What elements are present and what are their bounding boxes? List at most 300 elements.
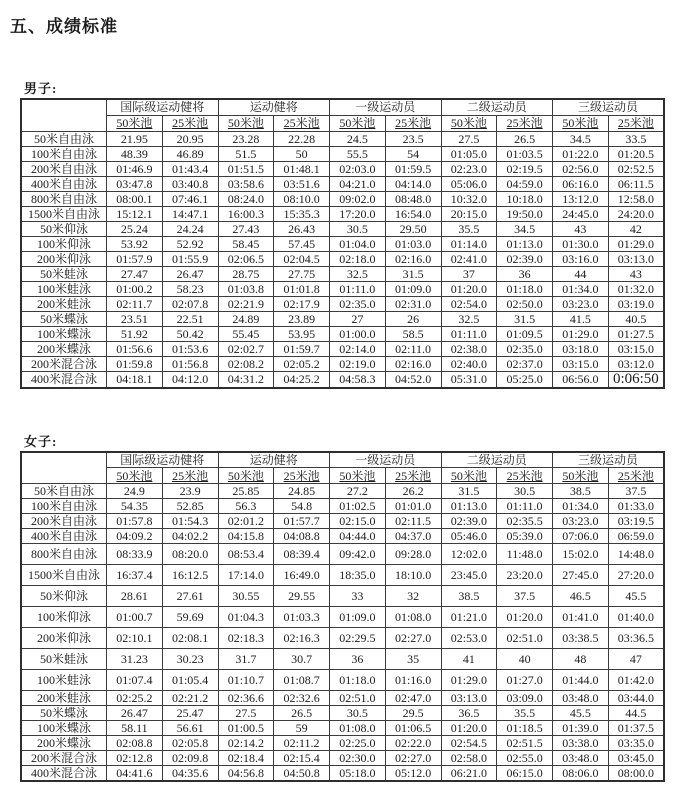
time-value-cell: 02:25.0	[330, 736, 386, 751]
event-name-cell: 100米自由泳	[21, 146, 107, 161]
time-value-cell: 14:48.0	[608, 544, 664, 565]
event-row	[21, 766, 664, 782]
time-value-cell: 01:06.5	[385, 721, 441, 736]
time-value-cell: 52.85	[162, 499, 218, 514]
time-value-cell: 27.5	[441, 131, 497, 146]
event-name-cell: 1500米自由泳	[21, 206, 107, 221]
time-value-cell: 31.23	[107, 649, 163, 670]
time-value-cell: 02:11.2	[274, 736, 330, 751]
time-value-cell: 01:55.9	[162, 251, 218, 266]
time-value-cell: 33.5	[608, 131, 664, 146]
time-value-cell: 01:54.3	[162, 514, 218, 529]
women-section	[0, 431, 674, 783]
time-value-cell: 36.5	[441, 706, 497, 721]
time-value-cell: 06:56.0	[553, 371, 609, 388]
time-value-cell: 02:14.0	[330, 341, 386, 356]
time-value-cell: 01:04.0	[330, 236, 386, 251]
level-header-cell: 二级运动员	[441, 99, 553, 115]
event-name-cell: 100米自由泳	[21, 499, 107, 514]
time-value-cell: 26	[385, 311, 441, 326]
time-value-cell: 01:00.5	[218, 721, 274, 736]
time-value-cell: 51.5	[218, 146, 274, 161]
time-value-cell: 23.51	[107, 311, 163, 326]
time-value-cell: 02:04.5	[274, 251, 330, 266]
event-row	[21, 296, 664, 311]
time-value-cell: 29.55	[274, 586, 330, 607]
time-value-cell: 01:03.0	[385, 236, 441, 251]
time-value-cell: 01:41.0	[553, 607, 609, 628]
time-value-cell: 02:52.5	[608, 161, 664, 176]
time-value-cell: 01:34.0	[553, 281, 609, 296]
time-value-cell: 01:40.0	[608, 607, 664, 628]
event-name-cell: 200米仰泳	[21, 251, 107, 266]
time-value-cell: 56.61	[162, 721, 218, 736]
time-value-cell: 35	[385, 649, 441, 670]
time-value-cell: 02:27.0	[385, 751, 441, 766]
level-header-cell: 二级运动员	[441, 452, 553, 468]
time-value-cell: 09:28.0	[385, 544, 441, 565]
time-value-cell: 14:47.1	[162, 206, 218, 221]
time-value-cell: 02:11.7	[107, 296, 163, 311]
time-value-cell: 01:29.0	[441, 670, 497, 691]
time-value-cell: 01:14.0	[441, 236, 497, 251]
time-value-cell: 02:08.2	[218, 356, 274, 371]
pool-header-cell: 25米池	[608, 468, 664, 484]
men-section	[0, 78, 674, 389]
time-value-cell: 02:32.6	[274, 691, 330, 706]
event-row	[21, 706, 664, 721]
time-value-cell: 30.55	[218, 586, 274, 607]
time-value-cell: 55.5	[330, 146, 386, 161]
pool-header-cell: 50米池	[441, 468, 497, 484]
men-standards-table	[20, 98, 665, 389]
time-value-cell: 56.3	[218, 499, 274, 514]
time-value-cell: 04:18.1	[107, 371, 163, 388]
time-value-cell: 41.5	[553, 311, 609, 326]
event-row	[21, 176, 664, 191]
time-value-cell: 02:16.0	[385, 251, 441, 266]
time-value-cell: 01:00.0	[330, 326, 386, 341]
time-value-cell: 02:53.0	[441, 628, 497, 649]
time-value-cell: 50	[274, 146, 330, 161]
time-value-cell: 02:12.8	[107, 751, 163, 766]
time-value-cell: 04:15.8	[218, 529, 274, 544]
time-value-cell: 05:25.0	[497, 371, 553, 388]
time-value-cell: 23:45.0	[441, 565, 497, 586]
time-value-cell: 06:21.0	[441, 766, 497, 782]
time-value-cell: 02:18.0	[330, 251, 386, 266]
pool-header-cell: 25米池	[274, 468, 330, 484]
time-value-cell: 01:00.7	[107, 607, 163, 628]
time-value-cell: 02:31.0	[385, 296, 441, 311]
event-row	[21, 736, 664, 751]
time-value-cell: 01:09.0	[330, 607, 386, 628]
time-value-cell: 01:59.7	[274, 341, 330, 356]
time-value-cell: 30.23	[162, 649, 218, 670]
time-value-cell: 19:50.0	[497, 206, 553, 221]
event-name-cell: 200米自由泳	[21, 161, 107, 176]
event-name-cell: 1500米自由泳	[21, 565, 107, 586]
event-row	[21, 341, 664, 356]
time-value-cell: 0:06:50	[608, 371, 664, 388]
time-value-cell: 01:01.8	[274, 281, 330, 296]
time-value-cell: 01:30.0	[553, 236, 609, 251]
time-value-cell: 04:56.8	[218, 766, 274, 782]
event-name-cell: 100米仰泳	[21, 236, 107, 251]
time-value-cell: 04:59.0	[497, 176, 553, 191]
event-name-cell: 50米蝶泳	[21, 706, 107, 721]
time-value-cell: 01:16.0	[385, 670, 441, 691]
event-name-cell: 100米蝶泳	[21, 326, 107, 341]
time-value-cell: 16:12.5	[162, 565, 218, 586]
event-name-cell: 100米蛙泳	[21, 281, 107, 296]
time-value-cell: 01:13.0	[441, 499, 497, 514]
event-name-cell: 50米蛙泳	[21, 649, 107, 670]
time-value-cell: 02:56.0	[553, 161, 609, 176]
time-value-cell: 03:18.0	[553, 341, 609, 356]
time-value-cell: 44.5	[608, 706, 664, 721]
time-value-cell: 01:46.9	[107, 161, 163, 176]
event-name-cell: 200米仰泳	[21, 628, 107, 649]
time-value-cell: 04:58.3	[330, 371, 386, 388]
time-value-cell: 31.7	[218, 649, 274, 670]
pool-header-cell: 25米池	[162, 468, 218, 484]
time-value-cell: 02:51.5	[497, 736, 553, 751]
time-value-cell: 36	[330, 649, 386, 670]
time-value-cell: 03:35.0	[608, 736, 664, 751]
event-row	[21, 751, 664, 766]
time-value-cell: 16:00.3	[218, 206, 274, 221]
time-value-cell: 47	[608, 649, 664, 670]
time-value-cell: 23:20.0	[497, 565, 553, 586]
time-value-cell: 01:03.3	[274, 607, 330, 628]
time-value-cell: 28.75	[218, 266, 274, 281]
time-value-cell: 27:20.0	[608, 565, 664, 586]
time-value-cell: 23.5	[385, 131, 441, 146]
pool-header-cell: 50米池	[218, 468, 274, 484]
time-value-cell: 02:40.0	[441, 356, 497, 371]
event-name-cell: 400米自由泳	[21, 176, 107, 191]
time-value-cell: 48.39	[107, 146, 163, 161]
time-value-cell: 02:07.8	[162, 296, 218, 311]
time-value-cell: 02:35.0	[330, 296, 386, 311]
time-value-cell: 31.5	[497, 311, 553, 326]
time-value-cell: 30.5	[330, 221, 386, 236]
time-value-cell: 38.5	[441, 586, 497, 607]
time-value-cell: 02:11.5	[385, 514, 441, 529]
time-value-cell: 02:55.0	[497, 751, 553, 766]
time-value-cell: 03:44.0	[608, 691, 664, 706]
time-value-cell: 03:40.8	[162, 176, 218, 191]
time-value-cell: 03:19.0	[608, 296, 664, 311]
event-name-cell: 50米仰泳	[21, 221, 107, 236]
time-value-cell: 43	[608, 266, 664, 281]
pool-header-cell: 50米池	[218, 115, 274, 131]
pool-header-cell: 25米池	[274, 115, 330, 131]
time-value-cell: 01:53.6	[162, 341, 218, 356]
event-name-cell: 400米混合泳	[21, 371, 107, 388]
pool-header-cell: 25米池	[162, 115, 218, 131]
time-value-cell: 04:52.0	[385, 371, 441, 388]
time-value-cell: 08:24.0	[218, 191, 274, 206]
time-value-cell: 02:09.8	[162, 751, 218, 766]
time-value-cell: 35.5	[497, 706, 553, 721]
event-row	[21, 628, 664, 649]
time-value-cell: 01:08.0	[330, 721, 386, 736]
time-value-cell: 26.47	[107, 706, 163, 721]
men-table-header	[21, 99, 664, 131]
time-value-cell: 02:19.0	[330, 356, 386, 371]
time-value-cell: 08:20.0	[162, 544, 218, 565]
level-header-cell: 三级运动员	[553, 452, 665, 468]
time-value-cell: 03:13.0	[608, 251, 664, 266]
event-name-cell: 50米蛙泳	[21, 266, 107, 281]
time-value-cell: 01:00.2	[107, 281, 163, 296]
event-name-cell: 50米自由泳	[21, 131, 107, 146]
event-row	[21, 721, 664, 736]
pool-header-cell: 25米池	[385, 468, 441, 484]
time-value-cell: 15:12.1	[107, 206, 163, 221]
time-value-cell: 02:17.9	[274, 296, 330, 311]
level-header-cell: 国际级运动健将	[107, 452, 219, 468]
time-value-cell: 02:11.0	[385, 341, 441, 356]
event-name-cell: 200米混合泳	[21, 356, 107, 371]
time-value-cell: 55.45	[218, 326, 274, 341]
time-value-cell: 27.47	[107, 266, 163, 281]
time-value-cell: 07:06.0	[553, 529, 609, 544]
time-value-cell: 45.5	[553, 706, 609, 721]
time-value-cell: 03:48.0	[553, 691, 609, 706]
time-value-cell: 01:51.5	[218, 161, 274, 176]
time-value-cell: 24:20.0	[608, 206, 664, 221]
time-value-cell: 01:37.5	[608, 721, 664, 736]
time-value-cell: 02:05.8	[162, 736, 218, 751]
time-value-cell: 29.50	[385, 221, 441, 236]
event-row	[21, 311, 664, 326]
level-header-cell: 运动健将	[218, 452, 330, 468]
time-value-cell: 09:42.0	[330, 544, 386, 565]
time-value-cell: 01:02.5	[330, 499, 386, 514]
time-value-cell: 27.5	[218, 706, 274, 721]
time-value-cell: 01:57.9	[107, 251, 163, 266]
pool-header-cell: 25米池	[385, 115, 441, 131]
event-name-cell: 50米仰泳	[21, 586, 107, 607]
level-header-cell: 一级运动员	[330, 452, 442, 468]
time-value-cell: 02:58.0	[441, 751, 497, 766]
time-value-cell: 04:41.6	[107, 766, 163, 782]
time-value-cell: 02:22.0	[385, 736, 441, 751]
corner-cell	[21, 99, 107, 131]
time-value-cell: 01:27.5	[608, 326, 664, 341]
time-value-cell: 02:51.0	[330, 691, 386, 706]
time-value-cell: 01:20.0	[497, 607, 553, 628]
event-name-cell: 800米自由泳	[21, 544, 107, 565]
event-row	[21, 131, 664, 146]
time-value-cell: 42	[608, 221, 664, 236]
time-value-cell: 32	[385, 586, 441, 607]
time-value-cell: 03:09.0	[497, 691, 553, 706]
time-value-cell: 01:01.0	[385, 499, 441, 514]
time-value-cell: 01:57.7	[274, 514, 330, 529]
time-value-cell: 01:44.0	[553, 670, 609, 691]
time-value-cell: 01:18.0	[330, 670, 386, 691]
time-value-cell: 06:59.0	[608, 529, 664, 544]
time-value-cell: 02:54.0	[441, 296, 497, 311]
event-name-cell: 400米自由泳	[21, 529, 107, 544]
time-value-cell: 52.92	[162, 236, 218, 251]
time-value-cell: 01:05.4	[162, 670, 218, 691]
time-value-cell: 57.45	[274, 236, 330, 251]
time-value-cell: 11:48.0	[497, 544, 553, 565]
time-value-cell: 46.5	[553, 586, 609, 607]
corner-cell	[21, 452, 107, 484]
time-value-cell: 58.45	[218, 236, 274, 251]
event-row	[21, 607, 664, 628]
time-value-cell: 03:48.0	[553, 751, 609, 766]
time-value-cell: 02:02.7	[218, 341, 274, 356]
women-table-body	[21, 484, 664, 782]
time-value-cell: 53.95	[274, 326, 330, 341]
pool-header-cell: 50米池	[553, 115, 609, 131]
time-value-cell: 12:58.0	[608, 191, 664, 206]
time-value-cell: 27.61	[162, 586, 218, 607]
time-value-cell: 01:08.0	[385, 607, 441, 628]
time-value-cell: 25.24	[107, 221, 163, 236]
event-name-cell: 400米混合泳	[21, 766, 107, 782]
time-value-cell: 18:35.0	[330, 565, 386, 586]
time-value-cell: 01:03.5	[497, 146, 553, 161]
time-value-cell: 03:38.5	[553, 628, 609, 649]
time-value-cell: 17:20.0	[330, 206, 386, 221]
time-value-cell: 02:27.0	[385, 628, 441, 649]
time-value-cell: 03:15.0	[608, 341, 664, 356]
time-value-cell: 08:33.9	[107, 544, 163, 565]
event-row	[21, 326, 664, 341]
time-value-cell: 03:13.0	[441, 691, 497, 706]
time-value-cell: 23.89	[274, 311, 330, 326]
time-value-cell: 43	[553, 221, 609, 236]
time-value-cell: 01:11.0	[497, 499, 553, 514]
pool-header-cell: 25米池	[497, 468, 553, 484]
time-value-cell: 04:14.0	[385, 176, 441, 191]
time-value-cell: 37.5	[497, 586, 553, 607]
time-value-cell: 01:22.0	[553, 146, 609, 161]
time-value-cell: 26.47	[162, 266, 218, 281]
time-value-cell: 03:47.8	[107, 176, 163, 191]
event-row	[21, 514, 664, 529]
time-value-cell: 02:35.0	[497, 341, 553, 356]
time-value-cell: 03:12.0	[608, 356, 664, 371]
time-value-cell: 01:18.5	[497, 721, 553, 736]
time-value-cell: 01:08.7	[274, 670, 330, 691]
time-value-cell: 02:01.2	[218, 514, 274, 529]
time-value-cell: 01:20.0	[441, 281, 497, 296]
time-value-cell: 02:18.4	[218, 751, 274, 766]
time-value-cell: 04:50.8	[274, 766, 330, 782]
time-value-cell: 54.35	[107, 499, 163, 514]
time-value-cell: 15:02.0	[553, 544, 609, 565]
event-row	[21, 649, 664, 670]
level-header-row	[21, 99, 664, 115]
time-value-cell: 04:44.0	[330, 529, 386, 544]
time-value-cell: 01:59.5	[385, 161, 441, 176]
event-row	[21, 221, 664, 236]
time-value-cell: 03:51.6	[274, 176, 330, 191]
time-value-cell: 37	[441, 266, 497, 281]
event-name-cell: 100米蛙泳	[21, 670, 107, 691]
time-value-cell: 36	[497, 266, 553, 281]
time-value-cell: 24:45.0	[553, 206, 609, 221]
time-value-cell: 20.95	[162, 131, 218, 146]
event-name-cell: 100米仰泳	[21, 607, 107, 628]
pool-header-row	[21, 115, 664, 131]
event-name-cell: 200米蝶泳	[21, 341, 107, 356]
time-value-cell: 01:03.8	[218, 281, 274, 296]
time-value-cell: 24.9	[107, 484, 163, 499]
time-value-cell: 48	[553, 649, 609, 670]
time-value-cell: 40.5	[608, 311, 664, 326]
time-value-cell: 08:53.4	[218, 544, 274, 565]
time-value-cell: 02:25.2	[107, 691, 163, 706]
time-value-cell: 05:06.0	[441, 176, 497, 191]
time-value-cell: 03:23.0	[553, 514, 609, 529]
time-value-cell: 01:27.0	[497, 670, 553, 691]
time-value-cell: 26.5	[497, 131, 553, 146]
time-value-cell: 23.28	[218, 131, 274, 146]
time-value-cell: 02:39.0	[441, 514, 497, 529]
event-row	[21, 251, 664, 266]
time-value-cell: 08:06.0	[553, 766, 609, 782]
time-value-cell: 45.5	[608, 586, 664, 607]
level-header-cell: 三级运动员	[553, 99, 665, 115]
time-value-cell: 22.28	[274, 131, 330, 146]
event-row	[21, 161, 664, 176]
level-header-row	[21, 452, 664, 468]
time-value-cell: 30.5	[497, 484, 553, 499]
time-value-cell: 01:57.8	[107, 514, 163, 529]
time-value-cell: 02:39.0	[497, 251, 553, 266]
time-value-cell: 30.7	[274, 649, 330, 670]
time-value-cell: 26.43	[274, 221, 330, 236]
time-value-cell: 05:31.0	[441, 371, 497, 388]
time-value-cell: 51.92	[107, 326, 163, 341]
time-value-cell: 03:38.0	[553, 736, 609, 751]
time-value-cell: 02:08.8	[107, 736, 163, 751]
time-value-cell: 03:19.5	[608, 514, 664, 529]
time-value-cell: 04:02.2	[162, 529, 218, 544]
level-header-cell: 运动健将	[218, 99, 330, 115]
time-value-cell: 02:23.0	[441, 161, 497, 176]
document-page	[0, 12, 674, 782]
time-value-cell: 01:18.0	[497, 281, 553, 296]
time-value-cell: 07:46.1	[162, 191, 218, 206]
time-value-cell: 22.51	[162, 311, 218, 326]
time-value-cell: 01:11.0	[330, 281, 386, 296]
time-value-cell: 34.5	[497, 221, 553, 236]
level-header-cell: 国际级运动健将	[107, 99, 219, 115]
time-value-cell: 32.5	[330, 266, 386, 281]
time-value-cell: 20:15.0	[441, 206, 497, 221]
pool-header-cell: 50米池	[553, 468, 609, 484]
time-value-cell: 02:35.5	[497, 514, 553, 529]
women-table-header	[21, 452, 664, 484]
time-value-cell: 03:15.0	[553, 356, 609, 371]
time-value-cell: 05:18.0	[330, 766, 386, 782]
women-table-label: 女子:	[24, 433, 58, 449]
time-value-cell: 02:16.0	[385, 356, 441, 371]
time-value-cell: 08:10.0	[274, 191, 330, 206]
event-row	[21, 266, 664, 281]
